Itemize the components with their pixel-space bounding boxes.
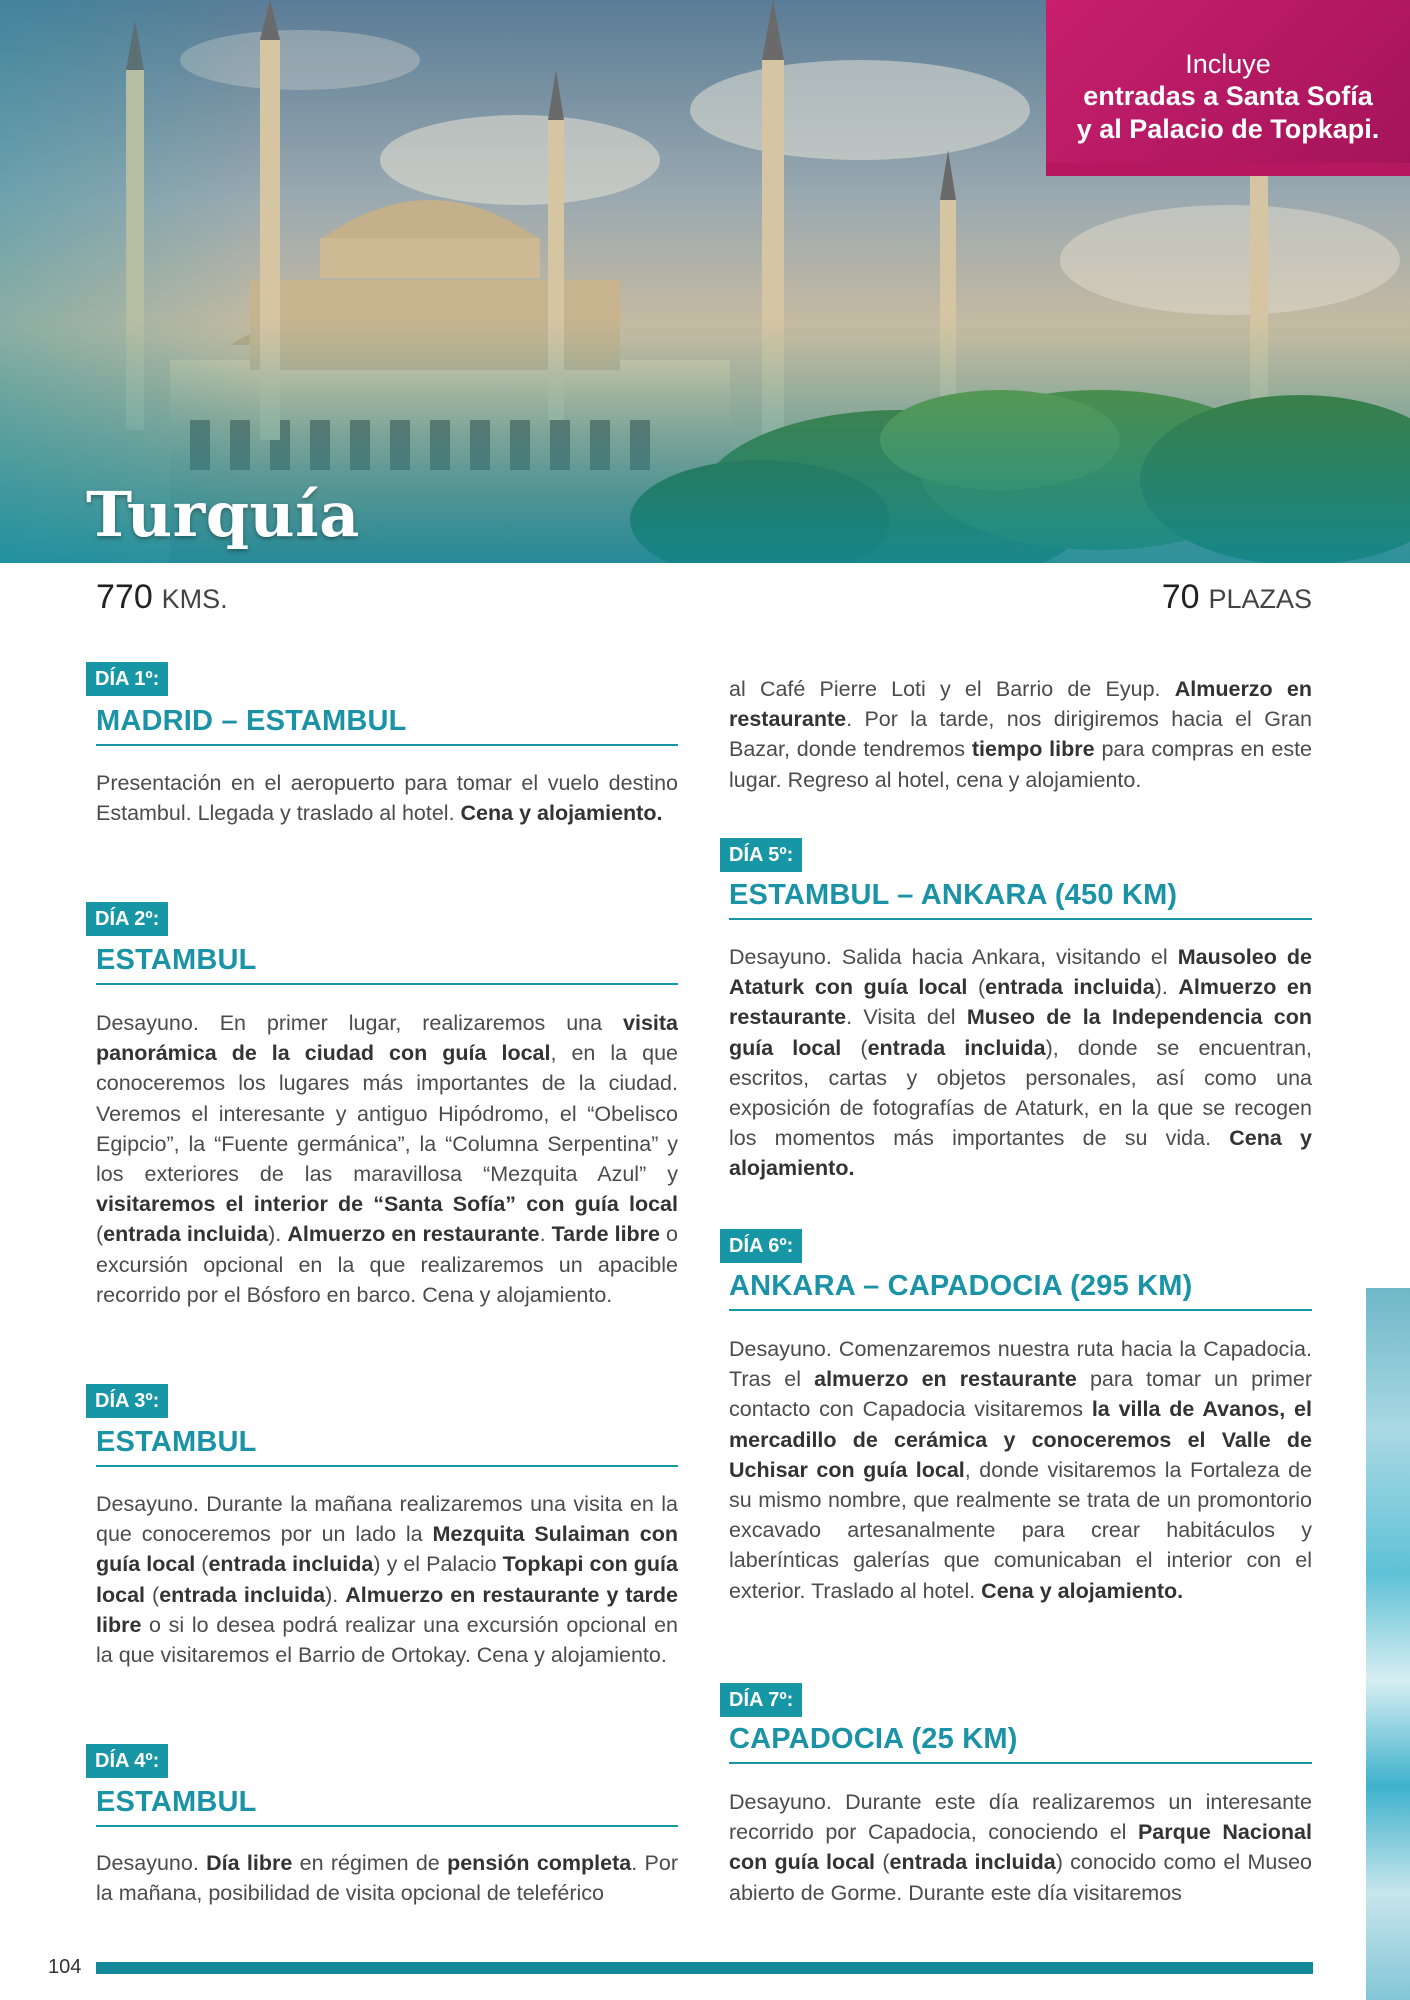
promo-line-1: Incluye	[1185, 49, 1271, 79]
day-badge: DÍA 2º:	[86, 902, 168, 936]
day-title: ESTAMBUL	[96, 944, 678, 985]
kms-stat	[96, 578, 228, 617]
day-badge: DÍA 4º:	[86, 1744, 168, 1778]
day-description: Desayuno. Comenzaremos nuestra ruta hacia la Capadocia. Tras el almuerzo en restaurante para tomar un primer contacto con Capadocia visitaremos la villa de Avanos, el mercadillo de cerámica y conoceremos el Valle de Uchisar con guía local, donde visitaremos la Fortaleza de su mismo nombre, que realmente se trata de un promontorio excavado artesanalmente para crear habitáculos y laberínticas galerías que comunicaban el interior con el exterior. Traslado al hotel. Cena y alojamiento.	[729, 1337, 1313, 1603]
day-title: CAPADOCIA (25 KM)	[729, 1723, 1312, 1764]
day-description: Desayuno. Salida hacia Ankara, visitando el Mausoleo de Ataturk con guía local (entrada incluida). Almuerzo en restaurante. Visita del Museo de la Independencia con guía local (entrada incluida), donde se encuentran, escritos, cartas y objetos personales, así como una exposición de fotografías de Ataturk, en la que se recogen los momentos más importantes de su vida. Cena y alojamiento.	[729, 945, 1313, 1181]
day-description: Desayuno. Durante la mañana realizaremos una visita en la que conoceremos por un lado la Mezquita Sulaiman con guía local (entrada incluida) y el Palacio Topkapi con guía local (entrada incluida). Almuerzo en restaurante y tarde libre o si lo desea podrá realizar una excursión opcional en la que visitaremos el Barrio de Ortokay. Cena y alojamiento.	[96, 1492, 679, 1668]
side-photo-strip	[1366, 1288, 1410, 2000]
plazas-stat	[1162, 578, 1312, 617]
page-number: 104	[48, 1956, 82, 1978]
kms-value: 770	[96, 578, 153, 616]
kms-unit: KMS.	[161, 584, 228, 614]
day-badge: DÍA 5º:	[720, 838, 802, 872]
day-description-continued: al Café Pierre Loti y el Barrio de Eyup. Almuerzo en restaurante. Por la tarde, nos dirigiremos hacia el Gran Bazar, donde tendremos tiempo libre para compras en este lugar. Regreso al hotel, cena y alojamiento.	[729, 677, 1312, 792]
promo-line-2: entradas a Santa Sofía	[1083, 81, 1373, 111]
day-description: Presentación en el aeropuerto para tomar el vuelo destino Estambul. Llegada y traslado al hotel. Cena y alojamiento.	[96, 771, 678, 826]
promo-line-3: y al Palacio de Topkapi.	[1076, 114, 1380, 144]
plazas-value: 70	[1161, 578, 1200, 616]
hero-banner	[0, 0, 1410, 563]
day-badge: DÍA 1º:	[86, 662, 168, 696]
day-title: ESTAMBUL – ANKARA (450 KM)	[729, 879, 1312, 920]
page-title: Turquía	[86, 478, 360, 551]
footer-bar	[96, 1962, 1313, 1974]
day-title: ESTAMBUL	[96, 1786, 678, 1827]
day-badge: DÍA 3º:	[86, 1384, 168, 1418]
day-title: MADRID – ESTAMBUL	[96, 705, 678, 746]
promo-box	[1046, 0, 1410, 176]
day-description: Desayuno. Durante este día realizaremos un interesante recorrido por Capadocia, conociendo el Parque Nacional con guía local (entrada incluida) conocido como el Museo abierto de Gorme. Durante este día visitaremos	[729, 1790, 1312, 1905]
day-description: Desayuno. Día libre en régimen de pensión completa. Por la mañana, posibilidad de visita opcional de teleférico	[96, 1851, 678, 1906]
day-description: Desayuno. En primer lugar, realizaremos una visita panorámica de la ciudad con guía local, en la que conoceremos los lugares más importantes de la ciudad. Veremos el interesante y antiguo Hipódromo, el “Obelisco Egipcio”, la “Fuente germánica”, la “Columna Serpentina” y los exteriores de las maravillosa “Mezquita Azul” y visitaremos el interior de “Santa Sofía” con guía local (entrada incluida). Almuerzo en restaurante. Tarde libre o excursión opcional en la que realizaremos un apacible recorrido por el Bósforo en barco. Cena y alojamiento.	[96, 1011, 679, 1307]
day-badge: DÍA 6º:	[720, 1229, 802, 1263]
day-badge: DÍA 7º:	[720, 1683, 802, 1717]
day-title: ESTAMBUL	[96, 1426, 678, 1467]
day-title: ANKARA – CAPADOCIA (295 KM)	[729, 1270, 1312, 1311]
plazas-unit: PLAZAS	[1208, 584, 1312, 614]
